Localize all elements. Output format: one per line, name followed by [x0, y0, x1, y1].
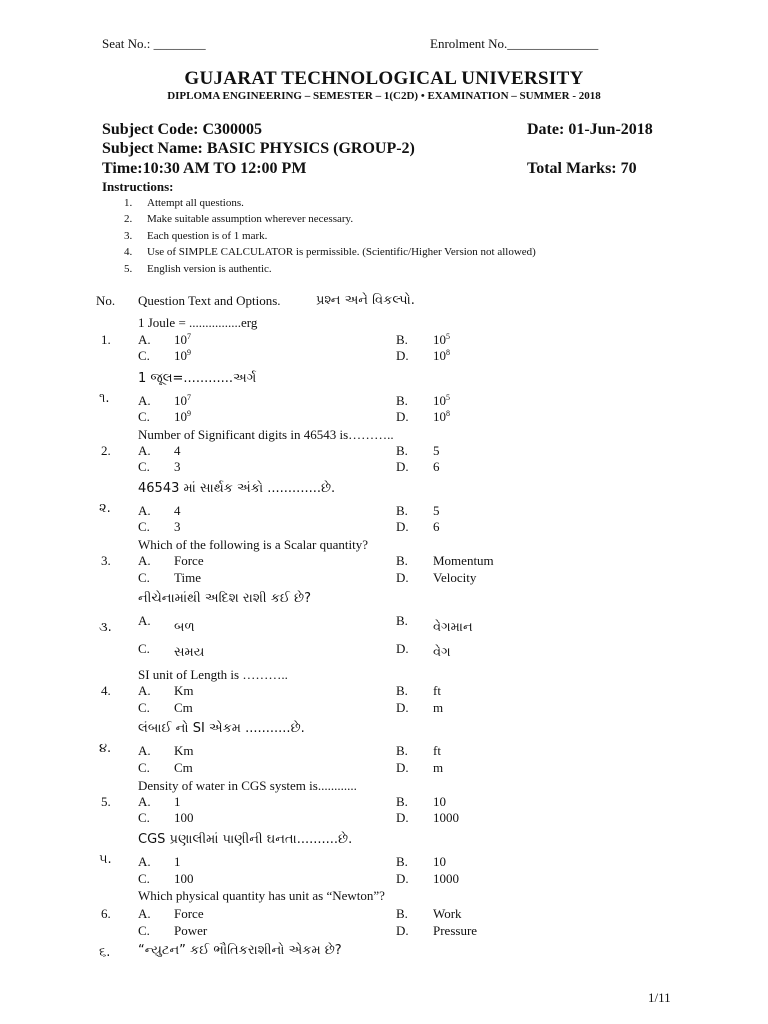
option-value: Km — [174, 743, 194, 758]
option-value: Work — [433, 906, 462, 921]
option-label: B. — [396, 553, 408, 568]
option-value: 1 — [174, 854, 181, 869]
subject-code: Subject Code: C300005 — [102, 121, 262, 138]
option-value: $10^9$ — [174, 348, 191, 363]
option-label: B. — [396, 794, 408, 809]
question-text: Which physical quantity has unit as “Newton”? — [138, 888, 385, 903]
option-value: $10^5$ — [433, 332, 450, 347]
option-value: Momentum — [433, 553, 494, 568]
option-value: ft — [433, 683, 441, 698]
instruction-num: 3. — [124, 230, 133, 242]
option-value: Force — [174, 553, 204, 568]
option-label: C. — [138, 700, 150, 715]
question-text: Which of the following is a Scalar quantity? — [138, 537, 368, 552]
option-value: 1 — [174, 794, 181, 809]
instruction-text: Attempt all questions. — [147, 197, 244, 209]
option-value: $10^7$ — [174, 332, 191, 347]
option-value: Velocity — [433, 570, 477, 585]
option-label: B. — [396, 743, 408, 758]
option-value: m — [433, 760, 444, 775]
instruction-text: Make suitable assumption wherever necessary. — [147, 213, 354, 225]
option-value: Cm — [174, 760, 193, 775]
option-label: A. — [138, 503, 151, 518]
question-number: 1. — [101, 332, 111, 347]
question-number-gujarati: ૩. — [99, 620, 112, 635]
question-number-gujarati: ૧. — [99, 391, 110, 406]
option-value: $10^7$ — [174, 393, 191, 408]
option-label: D. — [396, 700, 409, 715]
option-label: D. — [396, 810, 409, 825]
option-value: 6 — [433, 459, 440, 474]
option-value: 1000 — [433, 810, 459, 825]
option-label: A. — [138, 553, 151, 568]
instruction-text: Each question is of 1 mark. — [147, 230, 268, 242]
option-label: C. — [138, 871, 150, 886]
option-label: D. — [396, 570, 409, 585]
option-value: Time — [174, 570, 201, 585]
question-text-gujarati: CGS પ્રણાલીમાં પાણીની ઘનતા..........છે. — [138, 832, 353, 847]
option-label: B. — [396, 393, 408, 408]
option-label: D. — [396, 760, 409, 775]
option-value: 10 — [433, 794, 446, 809]
option-value: Power — [174, 923, 208, 938]
question-text: Density of water in CGS system is............ — [138, 778, 357, 793]
option-value: 10 — [433, 854, 446, 869]
option-label: C. — [138, 459, 150, 474]
option-value: $10^5$ — [433, 393, 450, 408]
option-value: 100 — [174, 810, 194, 825]
exam-date: Date: 01-Jun-2018 — [527, 121, 653, 138]
option-value: ft — [433, 743, 441, 758]
instructions-heading: Instructions: — [102, 179, 174, 194]
option-label: D. — [396, 348, 409, 363]
option-value: વેગમાન — [433, 620, 473, 635]
option-value: સમય — [174, 645, 205, 660]
option-value: Cm — [174, 700, 193, 715]
option-label: A. — [138, 332, 151, 347]
column-question-text: Question Text and Options. — [138, 293, 281, 308]
column-question-text-gujarati: પ્રશ્ન અને વિકલ્પો. — [316, 293, 415, 308]
option-label: B. — [396, 906, 408, 921]
option-value: $10^9$ — [174, 409, 191, 424]
option-label: D. — [396, 519, 409, 534]
option-value: વેગ — [433, 645, 451, 660]
instruction-num: 1. — [124, 197, 133, 209]
option-label: D. — [396, 459, 409, 474]
option-value: 3 — [174, 459, 181, 474]
question-text: 1 Joule = ................erg — [138, 315, 258, 330]
instruction-num: 2. — [124, 213, 133, 225]
option-label: B. — [396, 683, 408, 698]
option-label: A. — [138, 443, 151, 458]
option-label: A. — [138, 393, 151, 408]
option-label: B. — [396, 613, 408, 628]
option-label: A. — [138, 683, 151, 698]
question-number: 3. — [101, 553, 111, 568]
option-value: 5 — [433, 443, 440, 458]
question-text-gujarati: નીચેનામાંથી અદિશ રાશી કઈ છે? — [138, 591, 312, 606]
option-label: D. — [396, 409, 409, 424]
option-label: D. — [396, 641, 409, 656]
instruction-text: English version is authentic. — [147, 263, 272, 275]
option-label: A. — [138, 854, 151, 869]
option-label: A. — [138, 906, 151, 921]
option-value: 3 — [174, 519, 181, 534]
question-text-gujarati: 1 જૂલ=............અર્ગ — [138, 371, 257, 386]
question-number-gujarati: ૫. — [99, 852, 112, 867]
question-text: Number of Significant digits in 46543 is……….. — [138, 427, 394, 442]
subject-name: Subject Name: BASIC PHYSICS (GROUP-2) — [102, 140, 415, 157]
question-text: SI unit of Length is ……….. — [138, 667, 288, 682]
option-label: A. — [138, 743, 151, 758]
question-number: 6. — [101, 906, 111, 921]
option-label: C. — [138, 641, 150, 656]
question-number-gujarati: ૬. — [99, 945, 111, 960]
option-label: A. — [138, 794, 151, 809]
question-text-gujarati: “ન્યુટન” કઈ ભૌતિકરાશીનો એકમ છે? — [138, 943, 342, 958]
option-value: m — [433, 700, 444, 715]
option-value: 4 — [174, 443, 181, 458]
seat-no: Seat No.: ________ — [102, 36, 206, 51]
option-label: C. — [138, 810, 150, 825]
option-value: $10^8$ — [433, 409, 450, 424]
option-label: D. — [396, 871, 409, 886]
option-value: 4 — [174, 503, 181, 518]
question-number: 4. — [101, 683, 111, 698]
option-label: B. — [396, 854, 408, 869]
option-label: C. — [138, 519, 150, 534]
option-label: C. — [138, 923, 150, 938]
option-label: C. — [138, 409, 150, 424]
option-value: 5 — [433, 503, 440, 518]
option-label: B. — [396, 443, 408, 458]
option-value: 6 — [433, 519, 440, 534]
option-value: $10^8$ — [433, 348, 450, 363]
option-label: C. — [138, 348, 150, 363]
option-value: બળ — [174, 620, 195, 635]
page-number: 1/11 — [648, 990, 671, 1005]
question-text-gujarati: 46543 માં સાર્થક અંકો .............છે. — [138, 481, 336, 496]
instruction-text: Use of SIMPLE CALCULATOR is permissible. (Scientific/Higher Version not allowed) — [147, 246, 536, 258]
option-value: Pressure — [433, 923, 478, 938]
option-value: 1000 — [433, 871, 459, 886]
option-value: Km — [174, 683, 194, 698]
question-number-gujarati: ૪. — [99, 741, 112, 756]
option-label: B. — [396, 332, 408, 347]
option-label: A. — [138, 613, 151, 628]
question-number: 5. — [101, 794, 111, 809]
option-value: 100 — [174, 871, 194, 886]
exam-time: Time:10:30 AM TO 12:00 PM — [102, 160, 307, 177]
question-number: 2. — [101, 443, 111, 458]
option-label: C. — [138, 570, 150, 585]
option-label: D. — [396, 923, 409, 938]
option-value: Force — [174, 906, 204, 921]
instruction-num: 4. — [124, 246, 133, 258]
option-label: B. — [396, 503, 408, 518]
question-text-gujarati: લંબાઈ નો SI એકમ ...........છે. — [138, 721, 305, 736]
exam-line: DIPLOMA ENGINEERING – SEMESTER – 1(C2D) • EXAMINATION – SUMMER - 2018 — [167, 90, 601, 102]
total-marks: Total Marks: 70 — [527, 160, 637, 177]
enrolment-no: Enrolment No.______________ — [430, 36, 599, 51]
question-number-gujarati: ૨. — [99, 501, 111, 516]
column-no: No. — [96, 293, 116, 308]
option-label: C. — [138, 760, 150, 775]
university-title: GUJARAT TECHNOLOGICAL UNIVERSITY — [184, 68, 584, 89]
instruction-num: 5. — [124, 263, 133, 275]
